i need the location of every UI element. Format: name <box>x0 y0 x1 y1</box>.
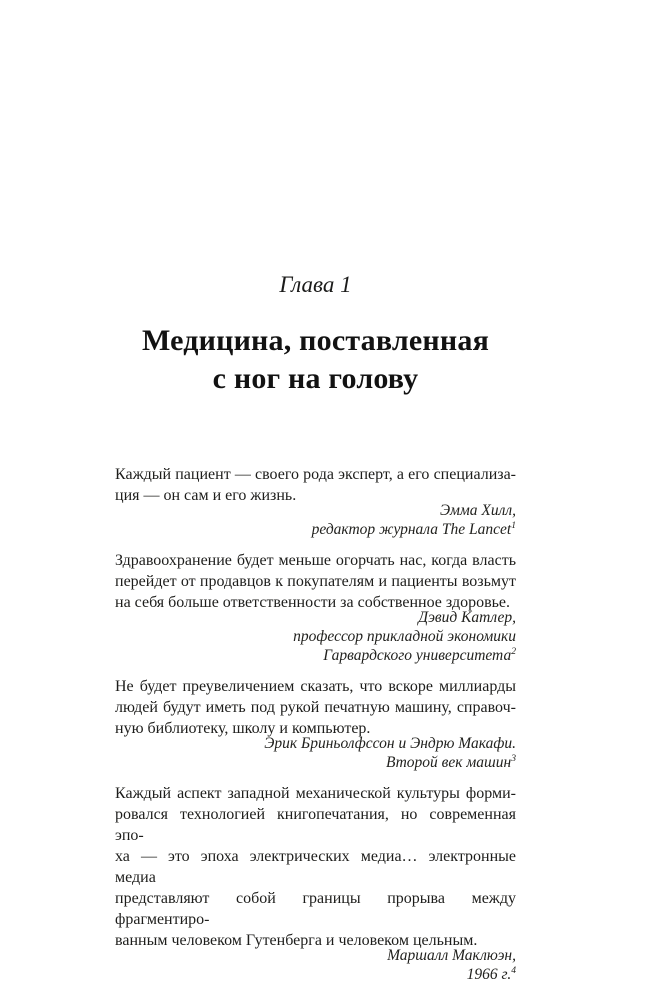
quote-line: ция — он сам и его жизнь. <box>115 487 297 504</box>
epigraph-section <box>115 464 516 984</box>
footnote-marker: 2 <box>511 645 516 657</box>
attribution-line <box>115 520 516 539</box>
attribution-text: редактор журнала The Lancet <box>311 521 512 538</box>
attribution-line <box>115 627 516 646</box>
epigraph-4-attribution <box>115 946 516 984</box>
attribution-text: Эмма Хилл, <box>440 502 516 519</box>
quote-line: ную библиотеку, школу и компьютер. <box>115 720 371 737</box>
attribution-text: 1966 г. <box>466 966 512 983</box>
epigraph-3-attribution <box>115 734 516 772</box>
footnote-marker: 1 <box>511 519 516 531</box>
attribution-text: профессор прикладной экономики <box>293 628 516 645</box>
footnote-marker: 4 <box>511 964 516 976</box>
chapter-title <box>115 322 516 398</box>
attribution-line <box>115 753 516 772</box>
page-content <box>115 271 516 984</box>
quote-line: Не будет преувеличением сказать, что вскоре миллиарды <box>115 678 516 695</box>
epigraph-2-quote <box>115 550 516 613</box>
attribution-line <box>115 646 516 665</box>
quote-line: ха — это эпоха электрических медиа… электронные медиа <box>115 848 516 886</box>
epigraph-4 <box>115 783 516 984</box>
quote-line: Каждый аспект западной механической культуры форми- <box>115 785 516 802</box>
epigraph-2-attribution <box>115 608 516 665</box>
epigraph-1 <box>115 464 516 539</box>
quote-line: Здравоохранение будет меньше огорчать нас, когда власть <box>115 552 516 569</box>
epigraph-1-quote <box>115 464 516 506</box>
quote-line: на себя больше ответственности за собственное здоровье. <box>115 594 511 611</box>
attribution-text: Дэвид Катлер, <box>418 609 516 626</box>
attribution-text: Гарвардского университета <box>323 647 512 664</box>
chapter-title-line-1: Медицина, поставленная <box>141 324 489 357</box>
epigraph-1-attribution <box>115 501 516 539</box>
chapter-title-line-2: с ног на голову <box>212 362 419 395</box>
attribution-text: Эрик Бриньолфссон и Эндрю Макафи. <box>264 735 516 752</box>
footnote-marker: 3 <box>511 752 516 764</box>
epigraph-3-quote <box>115 676 516 739</box>
quote-line: людей будут иметь под рукой печатную машину, справоч- <box>115 699 516 716</box>
quote-line: ровался технологией книгопечатания, но современная эпо- <box>115 806 516 844</box>
quote-line: ванным человеком Гутенберга и человеком цельным. <box>115 932 478 949</box>
epigraph-4-quote <box>115 783 516 951</box>
quote-line: представляют собой границы прорыва между фрагментиро- <box>115 890 516 928</box>
attribution-line <box>115 965 516 984</box>
attribution-text: Второй век машин <box>385 754 512 771</box>
chapter-label: Глава 1 <box>279 272 352 297</box>
epigraph-3 <box>115 676 516 772</box>
quote-line: Каждый пациент — своего рода эксперт, а его специализа- <box>115 466 516 483</box>
quote-line: перейдет от продавцов к покупателям и пациенты возьмут <box>115 573 516 590</box>
epigraph-2 <box>115 550 516 665</box>
attribution-text: Маршалл Маклюэн, <box>387 947 516 964</box>
